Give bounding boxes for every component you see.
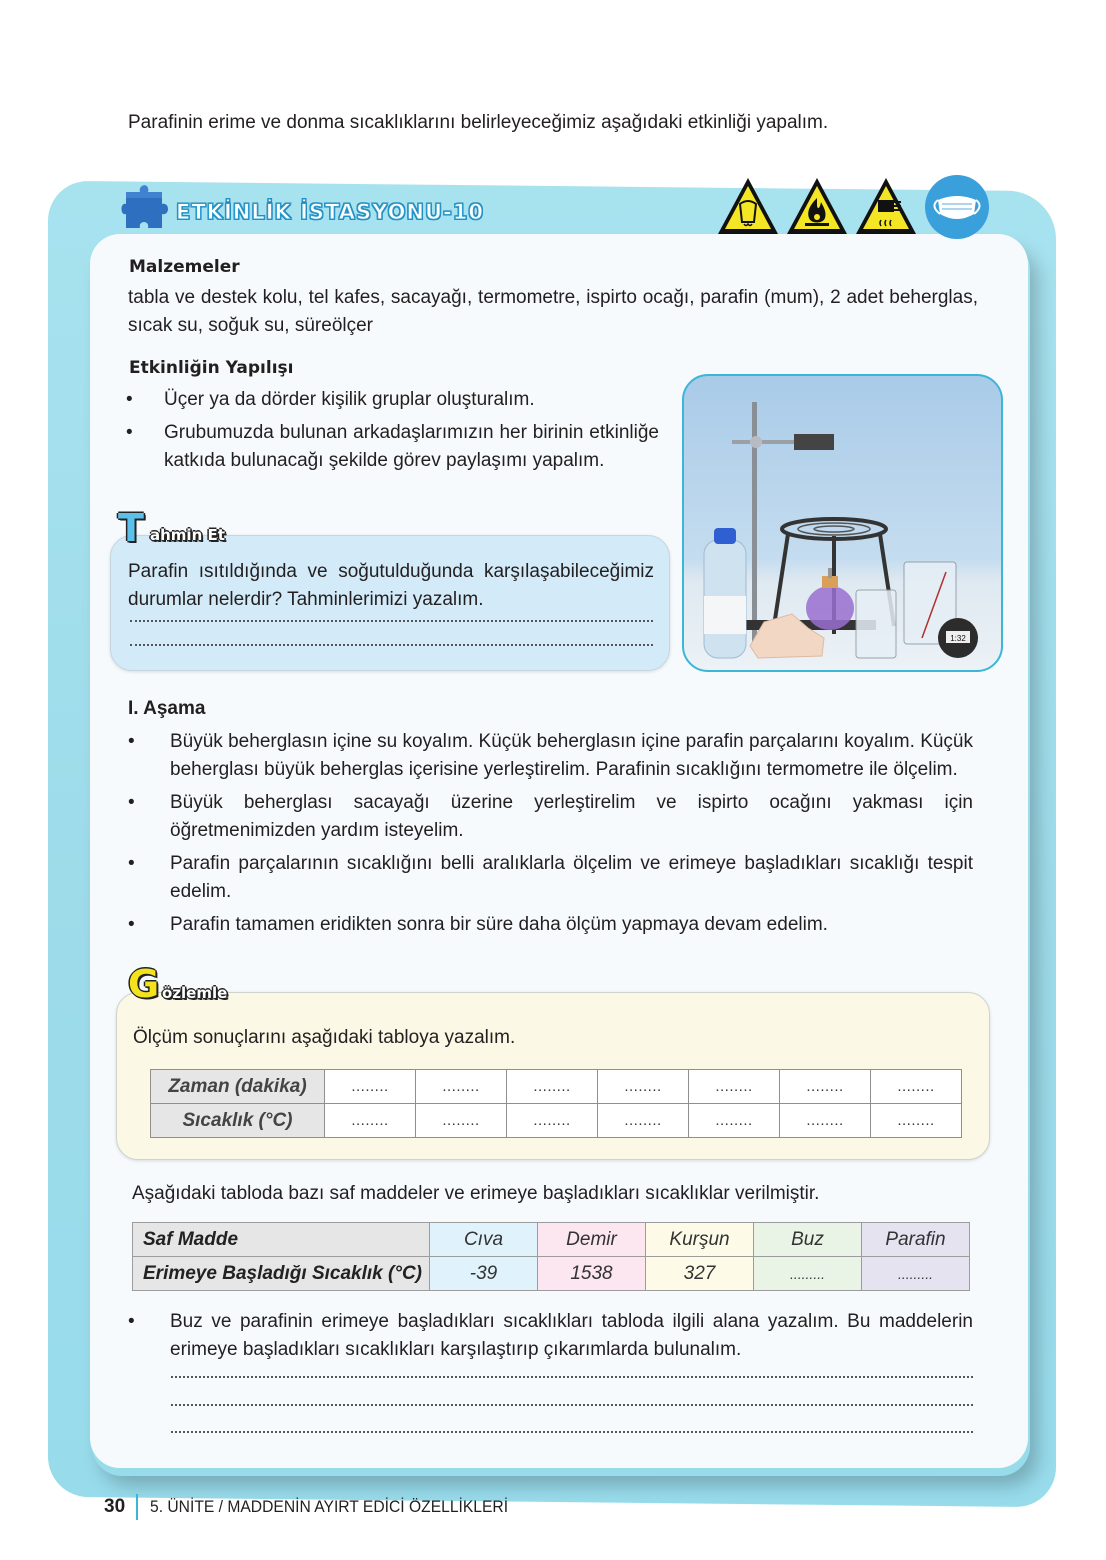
stage-1-list <box>128 728 973 944</box>
intro-text: Parafinin erime ve donma sıcaklıklarını belirleyeceğimiz aşağıdaki etkinliği yapalım. <box>128 112 829 133</box>
substance-name: Buz <box>754 1223 862 1257</box>
observation-table <box>150 1069 962 1138</box>
table-cell[interactable]: ........ <box>507 1104 598 1138</box>
materials-table-caption: Aşağıdaki tabloda bazı saf maddeler ve erimeye başladıkları sıcaklıklar verilmiştir. <box>132 1183 820 1204</box>
answer-line[interactable] <box>171 1431 973 1433</box>
table-cell[interactable]: ........ <box>689 1070 780 1104</box>
melting-point-table <box>132 1222 970 1291</box>
table-row <box>151 1070 962 1104</box>
row-label: Erimeye Başladığı Sıcaklık (°C) <box>133 1257 430 1291</box>
station-title: ETKİNLİK İSTASYONU-10 <box>176 200 484 224</box>
stopwatch-display: 1:32 <box>950 634 966 643</box>
substance-name: Demir <box>538 1223 646 1257</box>
conclusion-list <box>128 1308 973 1369</box>
materials-text: tabla ve destek kolu, tel kafes, sacayağı, termometre, ispirto ocağı, parafin (mum), 2 adet beherglas, sıcak su, soğuk su, süreölçer <box>128 287 978 336</box>
procedure-item: • Üçer ya da dörder kişilik gruplar oluşturalım. <box>126 386 659 414</box>
substance-name: Parafin <box>862 1223 970 1257</box>
hot-surface-icon <box>854 176 918 236</box>
table-cell[interactable]: ........ <box>780 1104 871 1138</box>
stage-1-title: I. Aşama <box>128 698 206 719</box>
answer-line[interactable] <box>171 1376 973 1378</box>
table-row <box>133 1257 970 1291</box>
table-row <box>151 1104 962 1138</box>
conclusion-item: • Buz ve parafinin erimeye başladıkları sıcaklıkları tabloda ilgili alana yazalım. Bu maddelerin erimeye başladıkları sıcaklıkları karşılaştırıp çıkarımlarda bulunalım. <box>128 1308 973 1364</box>
puzzle-icon <box>120 178 172 232</box>
melting-point-blank[interactable]: ......... <box>754 1257 862 1291</box>
answer-line[interactable] <box>130 620 653 622</box>
stage-1-item: • Parafin parçalarının sıcaklığını belli aralıklarla ölçelim ve erimeye başladıkları sıcaklığı tespit edelim. <box>128 850 973 906</box>
table-cell[interactable]: ........ <box>325 1070 416 1104</box>
procedure-title: Etkinliğin Yapılışı <box>129 358 294 378</box>
melting-point-value: -39 <box>430 1257 538 1291</box>
substance-name: Cıva <box>430 1223 538 1257</box>
stage-1-item: • Büyük beherglası sacayağı üzerine yerleştirelim ve ispirto ocağını yakması için öğretmenimizden yardım isteyelim. <box>128 789 973 845</box>
answer-line[interactable] <box>130 644 653 646</box>
table-cell[interactable]: ........ <box>507 1070 598 1104</box>
row-label: Sıcaklık (°C) <box>151 1104 325 1138</box>
stage-1-item: • Parafin tamamen eridikten sonra bir süre daha ölçüm yapmaya devam edelim. <box>128 911 973 939</box>
table-cell[interactable]: ........ <box>871 1070 962 1104</box>
answer-line[interactable] <box>171 1404 973 1406</box>
observation-badge-title: özlemle <box>162 984 228 1002</box>
mask-icon <box>924 174 990 240</box>
observation-text: Ölçüm sonuçlarını aşağıdaki tabloya yazalım. <box>133 1027 516 1048</box>
unit-title: 5. ÜNİTE / MADDENİN AYIRT EDİCİ ÖZELLİKLERİ <box>150 1497 509 1516</box>
table-cell[interactable]: ........ <box>598 1070 689 1104</box>
melting-point-value: 327 <box>646 1257 754 1291</box>
prediction-text: Parafin ısıtıldığında ve soğutulduğunda karşılaşabileceğimiz durumlar nelerdir? Tahminlerimizi yazalım. <box>128 561 654 610</box>
procedure-item: • Grubumuzda bulunan arkadaşlarımızın her birinin etkinliğe katkıda bulunacağı şekilde görev paylaşımı yapalım. <box>126 419 659 475</box>
flammable-icon <box>785 176 849 236</box>
row-label: Zaman (dakika) <box>151 1070 325 1104</box>
stage-1-item: • Büyük beherglasın içine su koyalım. Küçük beherglasın içine parafin parçalarını koyalım. Küçük beherglası büyük beherglas içerisine yerleştirelim. Parafinin sıcaklığını termometre ile ölçelim. <box>128 728 973 784</box>
lab-equipment-photo <box>682 374 1003 672</box>
page-number: 30 <box>104 1496 126 1517</box>
table-cell[interactable]: ........ <box>325 1104 416 1138</box>
row-label: Saf Madde <box>133 1223 430 1257</box>
prediction-badge-title: ahmin Et <box>150 526 225 544</box>
melting-point-value: 1538 <box>538 1257 646 1291</box>
substance-name: Kurşun <box>646 1223 754 1257</box>
table-cell[interactable]: ........ <box>598 1104 689 1138</box>
table-cell[interactable]: ........ <box>689 1104 780 1138</box>
materials-title: Malzemeler <box>129 257 240 277</box>
table-row <box>133 1223 970 1257</box>
melting-point-blank[interactable]: ......... <box>862 1257 970 1291</box>
table-cell[interactable]: ........ <box>871 1104 962 1138</box>
splash-hazard-icon <box>716 176 780 236</box>
table-cell[interactable]: ........ <box>416 1070 507 1104</box>
footer-divider <box>136 1494 138 1520</box>
observation-badge-letter: G <box>128 962 160 1006</box>
table-cell[interactable]: ........ <box>416 1104 507 1138</box>
table-cell[interactable]: ........ <box>780 1070 871 1104</box>
procedure-list <box>126 386 659 480</box>
lab-equipment-illustration <box>684 376 1003 672</box>
prediction-badge-letter: T <box>118 506 144 550</box>
